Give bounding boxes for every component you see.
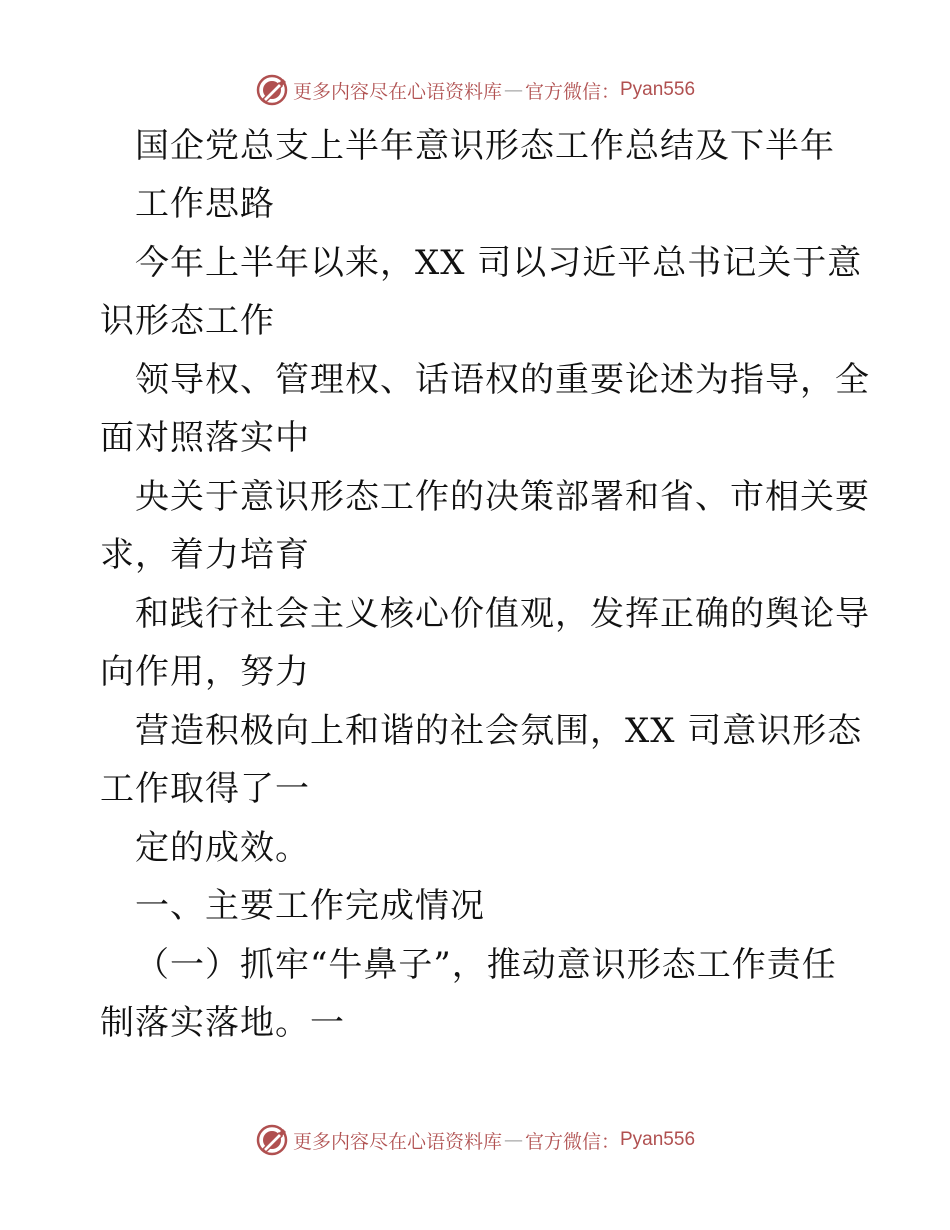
banner-wechat-id: Pyan556 <box>620 79 696 100</box>
banner-text: 更多内容尽在心语资料库 <box>292 1130 502 1153</box>
banner-wechat-label: 官方微信： <box>524 80 620 103</box>
banner-dash: — <box>503 1129 523 1151</box>
paragraph-line: 定的成效。 <box>135 828 310 868</box>
paragraph-line: 求，着力培育 <box>100 535 310 575</box>
paragraph-line: 制落实落地。一 <box>100 1003 345 1043</box>
subsection-heading: （一）抓牢“牛鼻子”，推动意识形态工作责任 <box>135 945 837 985</box>
paragraph-line: 工作取得了一 <box>100 769 310 809</box>
section-heading: 一、主要工作完成情况 <box>135 886 485 926</box>
paragraph-line: 面对照落实中 <box>100 418 310 458</box>
banner-wechat-label: 官方微信： <box>524 1130 620 1153</box>
pen-logo-icon <box>255 1123 289 1157</box>
paragraph-line: 央关于意识形态工作的决策部署和省、市相关要 <box>135 477 870 517</box>
banner-wechat-id: Pyan556 <box>620 1129 696 1150</box>
paragraph-line: 今年上半年以来，XX 司以习近平总书记关于意 <box>135 243 863 283</box>
paragraph-line: 和践行社会主义核心价值观，发挥正确的舆论导 <box>135 594 870 634</box>
paragraph-line: 营造积极向上和谐的社会氛围，XX 司意识形态 <box>135 711 863 751</box>
footer-banner <box>0 1120 950 1160</box>
document-title-line-1: 国企党总支上半年意识形态工作总结及下半年 <box>135 126 835 166</box>
banner-text: 更多内容尽在心语资料库 <box>292 80 502 103</box>
paragraph-line: 领导权、管理权、话语权的重要论述为指导，全 <box>135 360 870 400</box>
paragraph-line: 向作用，努力 <box>100 652 310 692</box>
paragraph-line: 识形态工作 <box>100 301 275 341</box>
banner-dash: — <box>503 79 523 101</box>
document-title-line-2: 工作思路 <box>135 184 275 224</box>
